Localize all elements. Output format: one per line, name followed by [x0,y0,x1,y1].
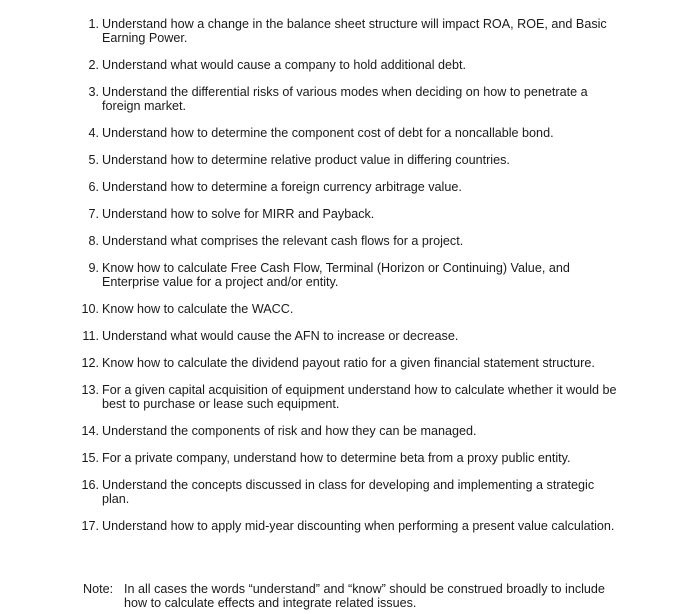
list-item [78,302,618,316]
list-item [78,478,618,506]
list-item [78,356,618,370]
item-text: Know how to calculate the dividend payout ratio for a given financial statement structure. [102,356,595,370]
item-text: Understand how to determine a foreign currency arbitrage value. [102,180,462,194]
item-text: Understand how to apply mid-year discounting when performing a present value calculation. [102,519,615,533]
item-text: Know how to calculate Free Cash Flow, Terminal (Horizon or Continuing) Value, and Enterprise value for a project and/or entity. [102,261,570,289]
list-item [78,58,618,72]
item-number: 15. [81,451,99,465]
list-item [78,85,618,113]
objectives-list [78,17,618,533]
item-text: For a given capital acquisition of equipment understand how to calculate whether it would be best to purchase or lease such equipment. [102,383,617,411]
list-item [78,261,618,289]
item-number: 5. [88,153,99,167]
item-text: Understand what would cause a company to hold additional debt. [102,58,467,72]
item-text: Understand what would cause the AFN to increase or decrease. [102,329,459,343]
item-number: 9. [88,261,99,275]
note-label: Note: [83,582,114,596]
list-item [78,234,618,248]
item-number: 6. [88,180,99,194]
list-item [78,383,618,411]
item-number: 1. [88,17,99,31]
list-item [78,126,618,140]
item-number: 2. [88,58,99,72]
list-item [78,519,618,533]
item-number: 10. [81,302,99,316]
item-number: 4. [88,126,99,140]
item-number: 12. [81,356,99,370]
list-item [78,329,618,343]
list-item [78,153,618,167]
item-text: Know how to calculate the WACC. [102,302,294,316]
item-text: Understand how to determine relative product value in differing countries. [102,153,510,167]
item-number: 14. [81,424,99,438]
item-number: 16. [81,478,99,492]
list-item [78,451,618,465]
list-item [78,207,618,221]
item-number: 17. [81,519,99,533]
item-text: Understand the concepts discussed in class for developing and implementing a strategic plan. [102,478,595,506]
note-text: In all cases the words “understand” and “know” should be construed broadly to include how to calculate effects and integrate related issues. [124,582,605,610]
item-number: 8. [88,234,99,248]
item-number: 3. [88,85,99,99]
item-number: 7. [88,207,99,221]
item-number: 13. [81,383,99,397]
item-text: Understand how to solve for MIRR and Payback. [102,207,375,221]
item-number: 11. [82,329,99,343]
note-paragraph [83,582,623,610]
list-item [78,180,618,194]
list-item [78,424,618,438]
item-text: Understand the differential risks of various modes when deciding on how to penetrate a foreign market. [102,85,588,113]
item-text: For a private company, understand how to determine beta from a proxy public entity. [102,451,571,465]
item-text: Understand how a change in the balance sheet structure will impact ROA, ROE, and Basic Earning Power. [102,17,607,45]
item-text: Understand the components of risk and how they can be managed. [102,424,477,438]
item-text: Understand how to determine the component cost of debt for a noncallable bond. [102,126,554,140]
list-item [78,17,618,45]
item-text: Understand what comprises the relevant cash flows for a project. [102,234,464,248]
